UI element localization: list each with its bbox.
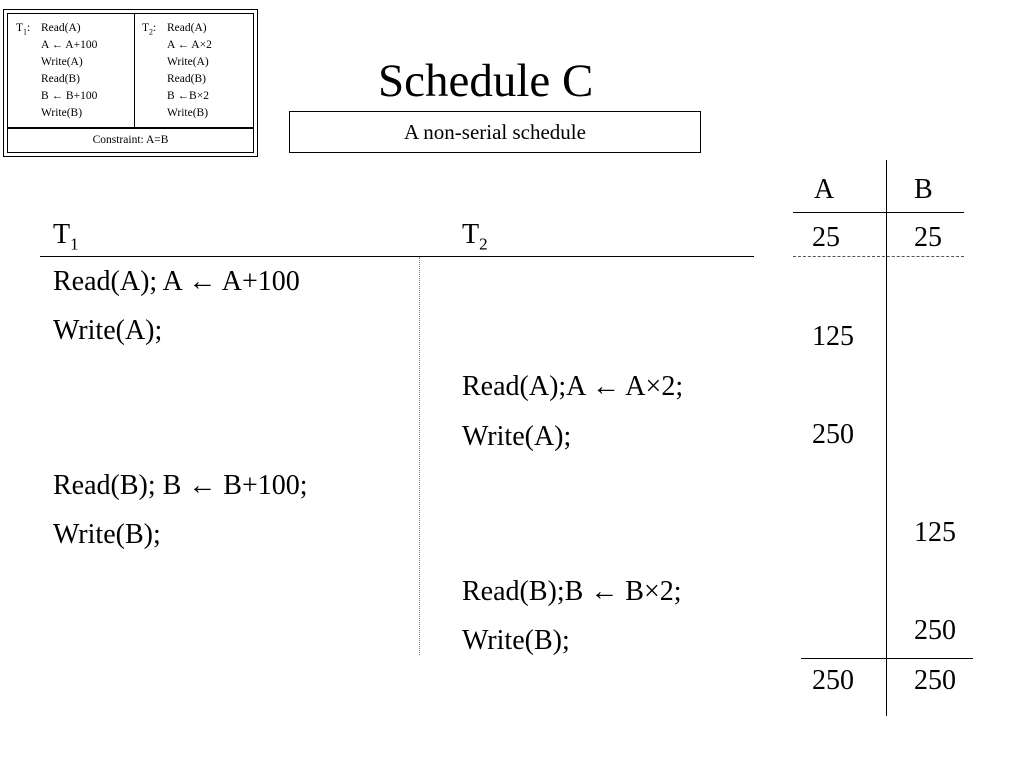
constraint-text: Constraint: A=B — [92, 134, 169, 146]
definition-column-divider — [134, 14, 135, 127]
b-value-update: 125 — [914, 517, 956, 548]
t2-def-op: Read(A) — [167, 22, 207, 34]
t2-def-op: Write(B) — [167, 107, 209, 119]
t1-def-op: B ← B+100 — [41, 90, 98, 102]
subtitle-box — [289, 111, 701, 153]
t1-def-op: Read(A) — [41, 22, 81, 34]
subtitle-text: A non-serial schedule — [404, 120, 586, 144]
column-a-header: A — [814, 174, 835, 205]
initial-a-value: 25 — [812, 222, 840, 253]
page-title: Schedule C — [378, 55, 594, 107]
t1-definition-label: $T_1$: — [16, 22, 31, 37]
t2-def-op: Write(A) — [167, 56, 209, 68]
t1-def-op: Read(B) — [41, 73, 80, 85]
t1-operation: Write(B); — [53, 519, 161, 550]
t2-def-op: Read(B) — [167, 73, 206, 85]
final-a-value: 250 — [812, 665, 854, 696]
final-values-rule — [801, 658, 973, 659]
t2-operation: Read(B);B ← B×2; — [462, 576, 682, 607]
t2-operation: Write(B); — [462, 625, 570, 656]
t2-operation: Write(A); — [462, 421, 572, 452]
schedule-column-divider — [419, 257, 420, 655]
schedule-header-rule — [40, 256, 754, 257]
definition-box-inner-frame — [7, 13, 254, 153]
initial-b-value: 25 — [914, 222, 942, 253]
t1-def-op: Write(B) — [41, 107, 83, 119]
a-value-update: 250 — [812, 419, 854, 450]
initial-values-rule — [793, 256, 964, 257]
t2-definition-label: $T_2$: — [142, 22, 157, 37]
t1-column-header: $T_1$ — [53, 219, 79, 254]
t1-operation: Write(A); — [53, 315, 163, 346]
t1-operation: Read(B); B ← B+100; — [53, 470, 308, 501]
t2-column-header: $T_2$ — [462, 219, 488, 254]
a-value-update: 125 — [812, 321, 854, 352]
values-header-rule — [793, 212, 964, 213]
t2-def-op: A ← A×2 — [167, 39, 212, 51]
t2-operation: Read(A);A ← A×2; — [462, 371, 684, 402]
b-value-update: 250 — [914, 615, 956, 646]
values-column-divider — [886, 160, 887, 716]
transaction-definition-box — [3, 9, 258, 157]
definition-row-divider — [8, 127, 253, 129]
column-b-header: B — [914, 174, 933, 205]
t1-def-op: Write(A) — [41, 56, 83, 68]
t1-def-op: A ← A+100 — [41, 39, 98, 51]
t1-operation: Read(A); A ← A+100 — [53, 266, 300, 297]
t2-def-op: B ←B×2 — [167, 90, 209, 102]
final-b-value: 250 — [914, 665, 956, 696]
